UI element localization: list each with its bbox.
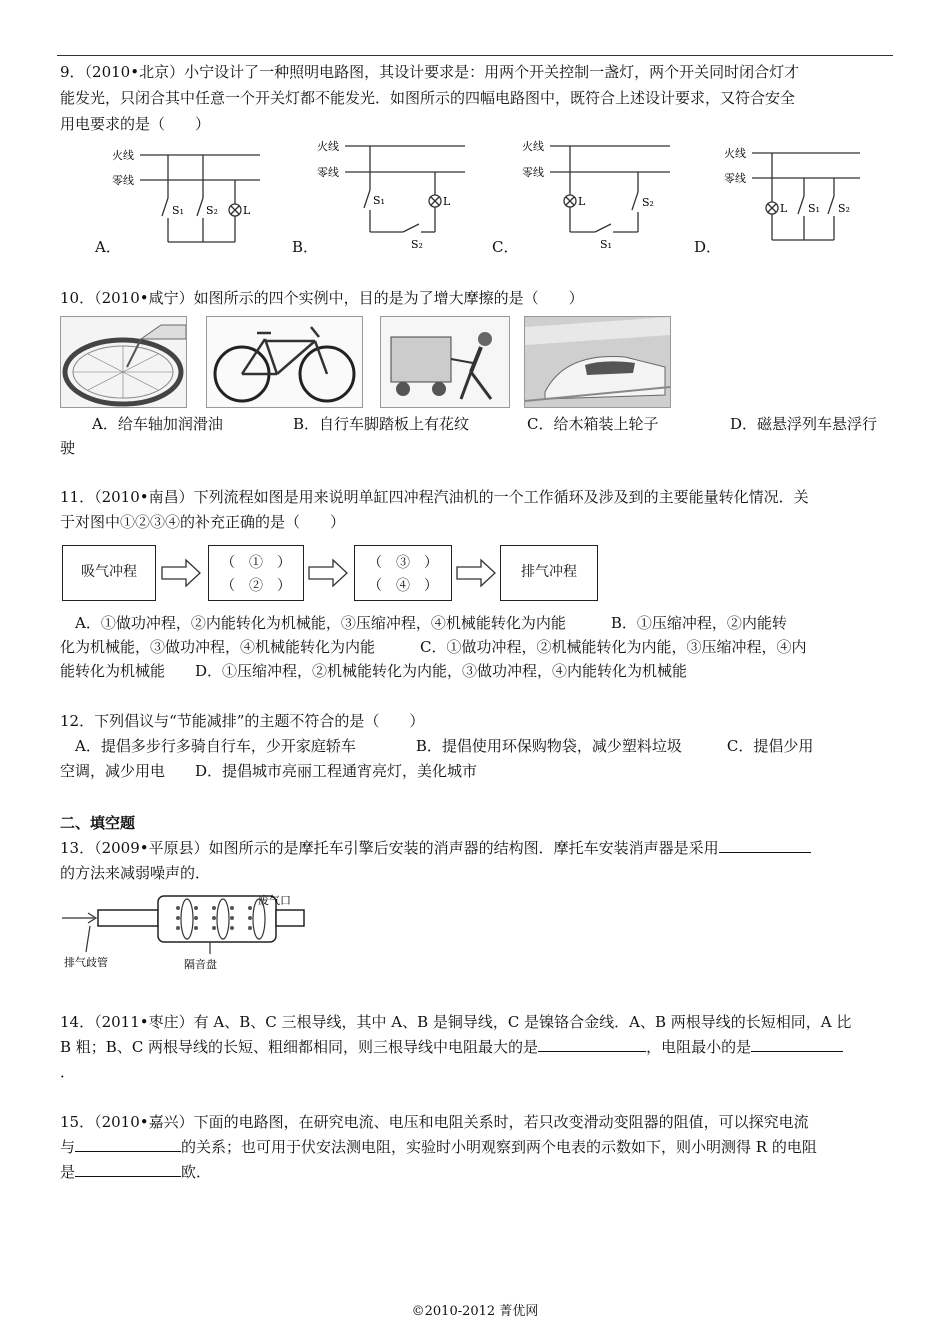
flow-arrow-2	[307, 558, 351, 588]
svg-text:S₁: S₁	[172, 204, 184, 217]
flow-blank-3: （ ③ ）	[368, 555, 438, 571]
svg-text:S₂: S₂	[642, 196, 654, 209]
svg-text:零线: 零线	[522, 166, 544, 179]
q13-text-line1: 13．（2009•平原县）如图所示的是摩托车引擎后安装的消声器的结构图．摩托车安装消声器是采用	[60, 836, 811, 860]
live-wire-label: 火线	[112, 149, 134, 162]
maglev-train-image	[524, 316, 671, 408]
svg-text:零线: 零线	[724, 172, 746, 185]
flow-blank-1: （ ① ）	[221, 555, 291, 571]
q10-option-a[interactable]: A．给车轴加润滑油	[92, 415, 223, 433]
q12-options-line1[interactable]: A．提倡多步行多骑自行车，少开家庭轿车 B．提倡使用环保购物袋，减少塑料垃圾 C．提倡少用	[60, 737, 814, 755]
circuit-diagram-d	[722, 138, 892, 250]
svg-text:L: L	[443, 195, 451, 208]
svg-text:S₂: S₂	[411, 238, 423, 250]
section-heading-fill-in: 二、填空题	[60, 814, 136, 832]
exhaust-pipe-label: 排气歧管	[64, 956, 108, 969]
svg-text:火线: 火线	[522, 140, 544, 153]
flow-blank-2: （ ② ）	[221, 578, 291, 594]
q9-option-d[interactable]: D．	[694, 238, 722, 256]
q10-option-c[interactable]: C．给木箱装上轮子	[527, 415, 659, 433]
svg-text:火线: 火线	[317, 140, 339, 153]
flow-box-unknown-3-4	[354, 545, 452, 601]
q10-option-d[interactable]: D．磁悬浮列车悬浮行	[730, 415, 878, 433]
q11-text-line2: 于对图中①②③④的补充正确的是（ ）	[60, 513, 346, 531]
circuit-diagram-c	[520, 132, 690, 250]
flow-arrow-1	[160, 558, 204, 588]
outlet-label: 废气口	[258, 894, 291, 907]
flow-box-unknown-1-2	[208, 545, 304, 601]
flow-box-intake: 吸气冲程	[62, 545, 156, 601]
q14-text-line2: B 粗；B、C 两根导线的长短、粗细都相同，则三根导线中电阻最大的是 ，电阻最小的是	[60, 1035, 843, 1059]
sound-plate-label: 隔音盘	[184, 958, 217, 971]
muffler-diagram	[60, 888, 310, 976]
q15-answer-blank-2[interactable]	[75, 1160, 181, 1177]
flow-blank-4: （ ④ ）	[368, 578, 438, 594]
wheel-oiling-image	[60, 316, 187, 408]
q10-option-b[interactable]: B．自行车脚踏板上有花纹	[293, 415, 470, 433]
q14-answer-blank-max[interactable]	[538, 1035, 646, 1052]
q9-option-c[interactable]: C．	[492, 238, 519, 256]
top-rule	[57, 55, 893, 56]
q11-options-line2[interactable]: 化为机械能，③做功冲程，④机械能转化为内能 C．①做功冲程，②机械能转化为内能，③压缩冲程，④内	[60, 638, 807, 656]
q12-text-line1: 12．下列倡议与“节能减排”的主题不符合的是（ ）	[60, 712, 425, 730]
svg-text:S₂: S₂	[206, 204, 218, 217]
svg-text:零线: 零线	[317, 166, 339, 179]
q9-option-a[interactable]: A．	[95, 238, 121, 256]
q9-text-line2: 能发光，只闭合其中任意一个开关灯都不能发光．如图所示的四幅电路图中，既符合上述设计要求，又符合安全	[60, 89, 796, 107]
q15-text-line2: 与 的关系；也可用于伏安法测电阻，实验时小明观察到两个电表的示数如下，则小明测得 R 的电阻	[60, 1135, 817, 1159]
q9-text-line3: 用电要求的是（ ）	[60, 115, 211, 133]
q11-options-line3[interactable]: 能转化为机械能 D．①压缩冲程，②机械能转化为内能，③做功冲程，④内能转化为机械能	[60, 662, 688, 680]
svg-text:S₁: S₁	[373, 194, 385, 207]
neutral-wire-label: 零线	[112, 174, 134, 187]
q9-text-line1: 9．（2010•北京）小宁设计了一种照明电路图，其设计要求是：用两个开关控制一盏灯，两个开关同时闭合灯才	[60, 63, 800, 81]
q10-text-line1: 10．（2010•咸宁）如图所示的四个实例中，目的是为了增大摩擦的是（ ）	[60, 289, 584, 307]
circuit-diagram-b	[315, 132, 485, 250]
q11-options-line1[interactable]: A．①做功冲程，②内能转化为机械能，③压缩冲程，④机械能转化为内能 B．①压缩冲程，②内能转	[60, 614, 787, 632]
wooden-box-wheels-image	[380, 316, 510, 408]
svg-text:L: L	[243, 204, 251, 217]
svg-text:S₂: S₂	[838, 202, 850, 215]
q11-text-line1: 11．（2010•南昌）下列流程如图是用来说明单缸四冲程汽油机的一个工作循环及涉及到的主要能量转化情况．关	[60, 488, 809, 506]
svg-text:L: L	[780, 202, 788, 215]
q15-answer-blank-1[interactable]	[75, 1135, 181, 1152]
q12-options-line2[interactable]: 空调，减少用电 D．提倡城市亮丽工程通宵亮灯，美化城市	[60, 762, 478, 780]
page-footer: ©2010-2012 菁优网	[411, 1304, 539, 1319]
q14-answer-blank-min[interactable]	[751, 1035, 843, 1052]
q13-answer-blank[interactable]	[719, 836, 811, 853]
circuit-diagram-a	[110, 138, 280, 250]
q13-text-line2: 的方法来减弱噪声的．	[60, 864, 211, 882]
q9-option-b[interactable]: B．	[292, 238, 319, 256]
svg-text:L: L	[578, 195, 586, 208]
svg-text:火线: 火线	[724, 147, 746, 160]
q14-text-line3: ．	[60, 1063, 76, 1081]
q14-text-line1: 14．（2011•枣庄）有 A、B、C 三根导线，其中 A、B 是铜导线，C 是镍铬合金线．A、B 两根导线的长短相同，A 比	[60, 1013, 852, 1031]
q10-option-d-wrap: 驶	[60, 439, 76, 457]
q15-text-line3: 是 欧．	[60, 1160, 211, 1184]
flow-arrow-3	[455, 558, 499, 588]
svg-text:S₁: S₁	[808, 202, 820, 215]
svg-text:S₁: S₁	[600, 238, 612, 250]
bicycle-image	[206, 316, 363, 408]
flow-box-exhaust: 排气冲程	[500, 545, 598, 601]
q15-text-line1: 15．（2010•嘉兴）下面的电路图，在研究电流、电压和电阻关系时，若只改变滑动变阻器的阻值，可以探究电流	[60, 1113, 809, 1131]
